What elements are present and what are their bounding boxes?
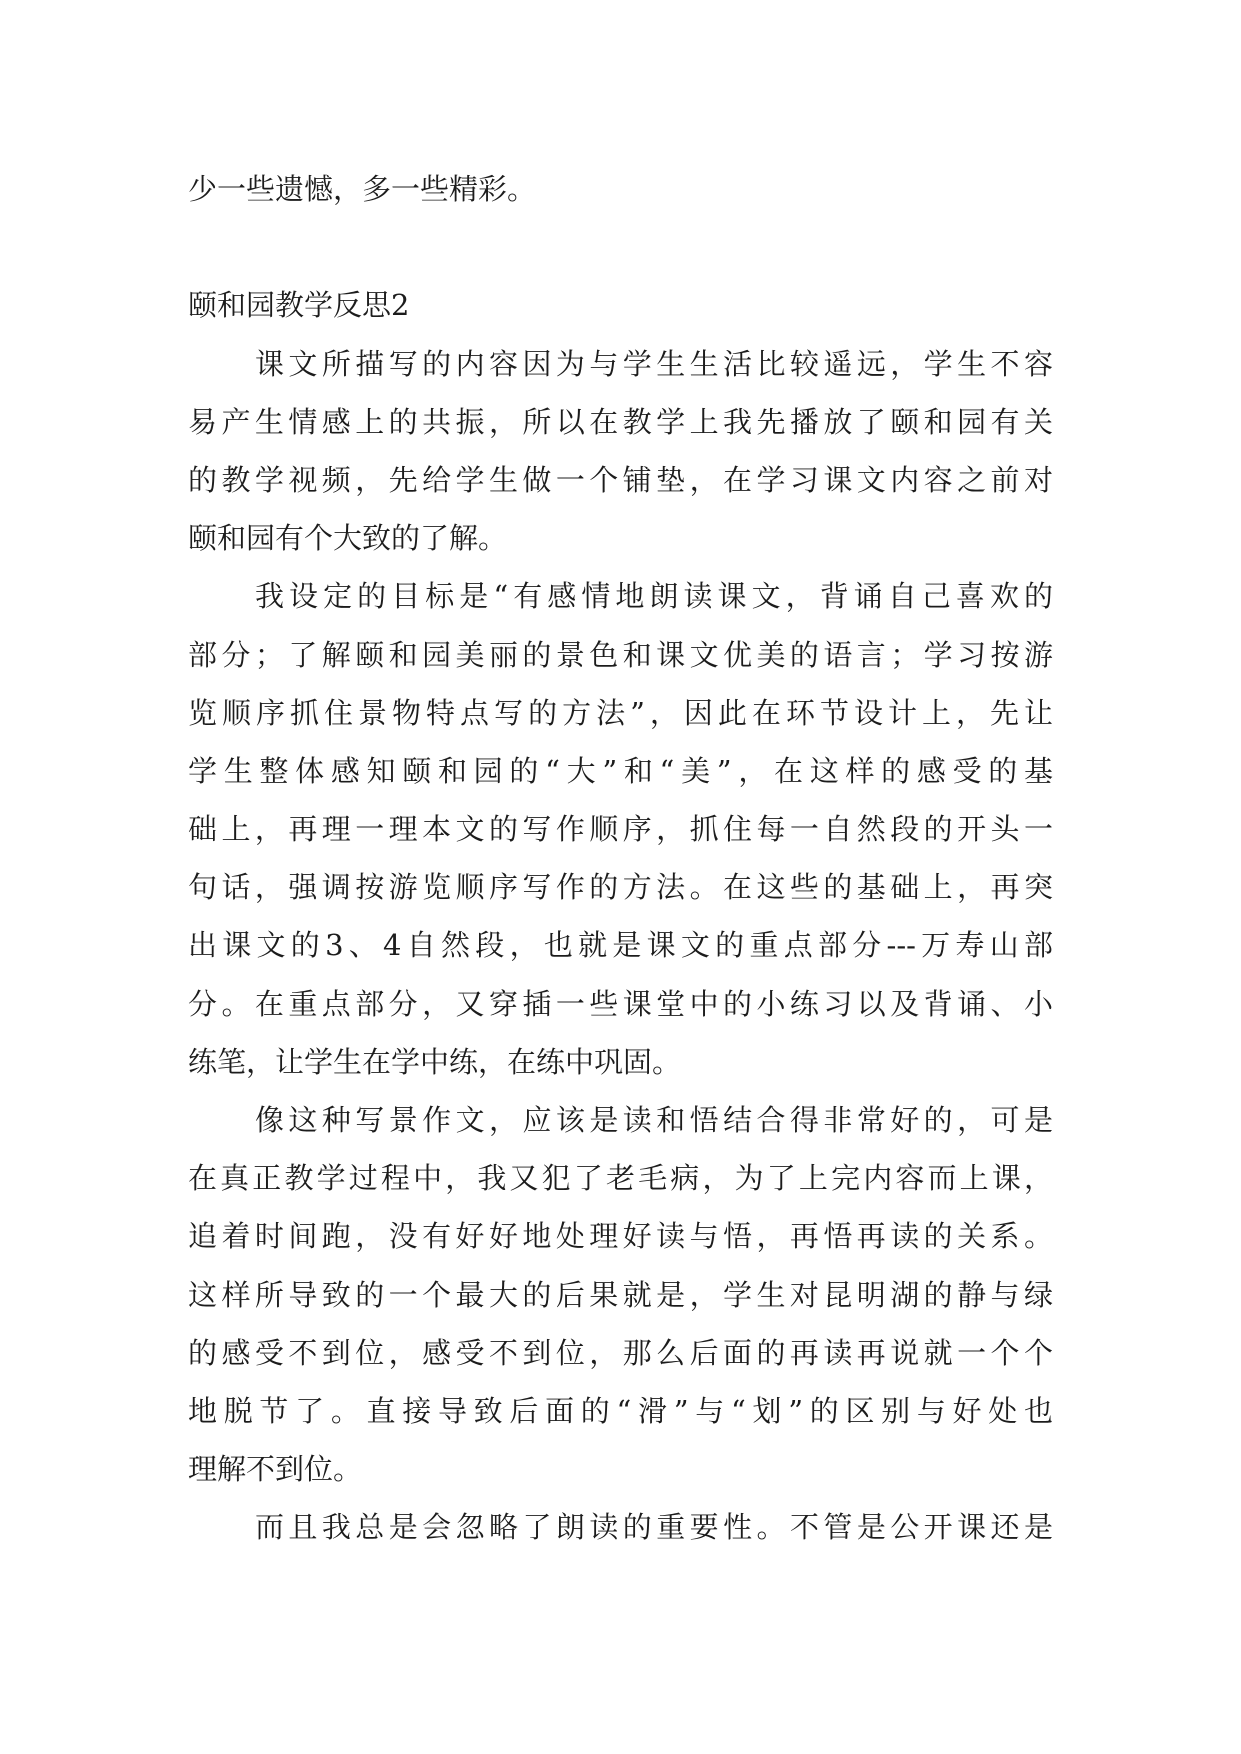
paragraph (188, 567, 1053, 1091)
text-line: 在真正教学过程中，我又犯了老毛病，为了上完内容而上课， (188, 1161, 1053, 1196)
text-line: 地脱节了。直接导致后面的“滑”与“划”的区别与好处也 (188, 1393, 1053, 1428)
text-line: 追着时间跑，没有好好地处理好读与悟，再悟再读的关系。 (188, 1219, 1053, 1254)
text-line: 部分；了解颐和园美丽的景色和课文优美的语言；学习按游 (188, 637, 1053, 672)
text-line: 出课文的3、4自然段，也就是课文的重点部分---万寿山部 (188, 928, 1053, 963)
text-line: 句话，强调按游览顺序写作的方法。在这些的基础上，再突 (188, 870, 1053, 905)
text-line: 理解不到位。 (188, 1452, 363, 1487)
text-line: 像这种写景作文，应该是读和悟结合得非常好的，可是 (255, 1103, 1053, 1137)
text-line: 我设定的目标是“有感情地朗读课文，背诵自己喜欢的 (255, 579, 1053, 614)
section-heading: 颐和园教学反思2 (188, 288, 410, 323)
paragraph (188, 1498, 1053, 1556)
document-body (188, 160, 1053, 1557)
text-line: 础上，再理一理本文的写作顺序，抓住每一自然段的开头一 (188, 812, 1053, 847)
text-line: 学生整体感知颐和园的“大”和“美”，在这样的感受的基 (188, 753, 1053, 788)
paragraph (188, 1091, 1053, 1498)
text-line: 分。在重点部分，又穿插一些课堂中的小练习以及背诵、小 (188, 986, 1053, 1021)
text-line: 览顺序抓住景物特点写的方法”，因此在环节设计上，先让 (188, 695, 1053, 730)
text-line: 练笔，让学生在学中练，在练中巩固。 (188, 1044, 682, 1079)
fragment-line: 少一些遗憾，多一些精彩。 (188, 172, 537, 206)
text-line: 这样所导致的一个最大的后果就是，学生对昆明湖的静与绿 (188, 1277, 1053, 1312)
text-line: 而且我总是会忽略了朗读的重要性。不管是公开课还是 (255, 1510, 1053, 1545)
text-line: 的教学视频，先给学生做一个铺垫，在学习课文内容之前对 (188, 462, 1053, 497)
paragraph (188, 335, 1053, 568)
text-line: 易产生情感上的共振，所以在教学上我先播放了颐和园有关 (188, 404, 1053, 439)
text-line: 课文所描写的内容因为与学生生活比较遥远，学生不容 (255, 346, 1053, 381)
text-line: 颐和园有个大致的了解。 (188, 521, 508, 556)
text-line: 的感受不到位，感受不到位，那么后面的再读再说就一个个 (188, 1335, 1053, 1370)
